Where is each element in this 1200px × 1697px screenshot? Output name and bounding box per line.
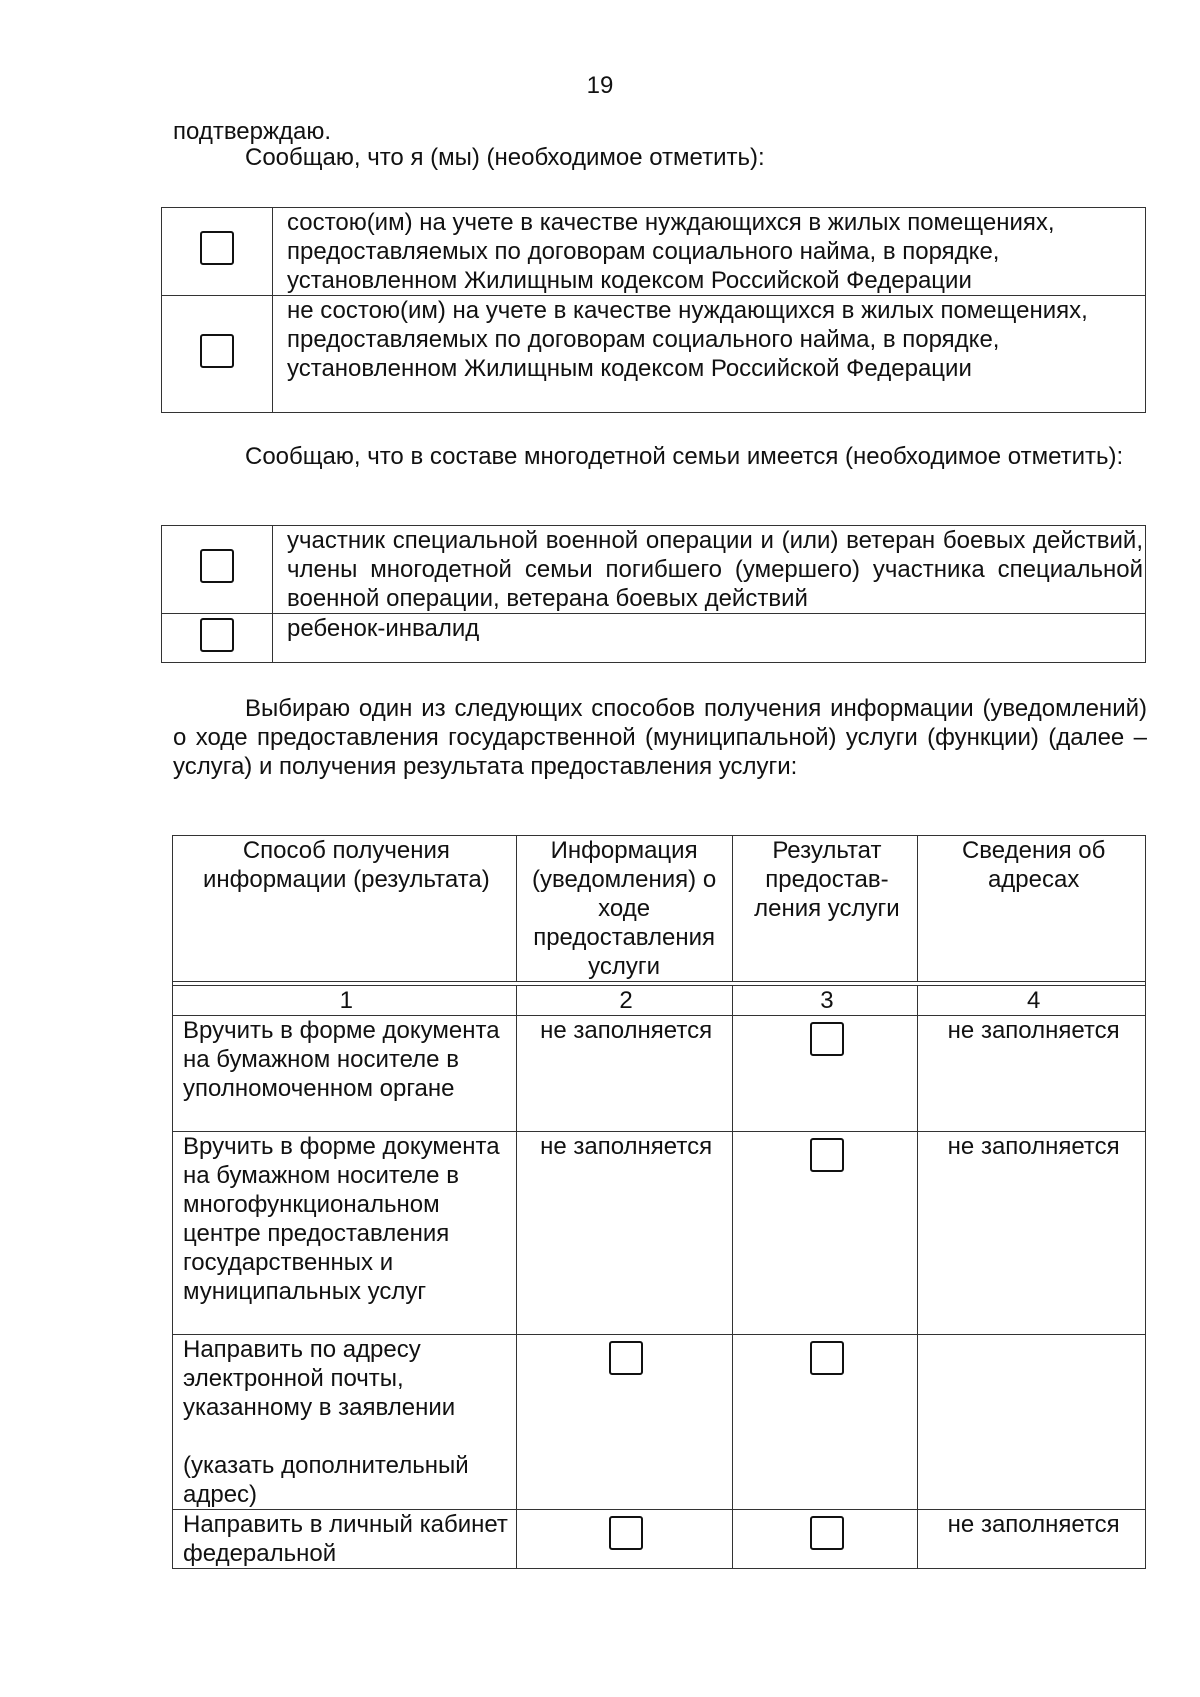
table-row [173, 1016, 1146, 1132]
result-checkbox-cell [732, 1510, 918, 1569]
column-number: 4 [918, 986, 1146, 1016]
registration-option-row [162, 208, 1146, 296]
method-cell: Направить в личный кабинет федеральной [173, 1510, 517, 1569]
family-option-row [162, 526, 1146, 614]
result-checkbox-cell [732, 1132, 918, 1335]
result-checkbox-4[interactable] [810, 1516, 844, 1550]
method-note: (указать дополнительный адрес) [183, 1452, 469, 1508]
info-checkbox-3[interactable] [609, 1341, 643, 1375]
family-option-text: ребенок-инвалид [273, 614, 1146, 663]
intro-line-2: Сообщаю, что я (мы) (необходимое отметить): [245, 144, 765, 171]
registration-checkbox-2[interactable] [200, 334, 234, 368]
address-cell: не заполняется [918, 1016, 1146, 1132]
registration-options-table [161, 207, 1146, 413]
registration-option-text: состою(им) на учете в качестве нуждающихся в жилых помещениях, предоставляемых по договорам социального найма, в порядке, установленном Жилищным кодексом Российской Федерации [273, 208, 1146, 296]
registration-checkbox-1[interactable] [200, 231, 234, 265]
page-number: 19 [586, 72, 614, 99]
family-checkbox-cell [162, 526, 273, 614]
service-table-header [173, 836, 1146, 982]
table-row [173, 1335, 1146, 1510]
family-option-text: участник специальной военной операции и (или) ветеран боевых действий, члены многодетной семьи погибшего (умершего) участника специальной военной операции, ветерана боевых действий [273, 526, 1146, 614]
service-methods-table [172, 835, 1146, 1569]
family-checkbox-cell [162, 614, 273, 663]
table-row [173, 1132, 1146, 1335]
header-addresses: Сведения об адресах [918, 836, 1146, 982]
column-number: 2 [516, 986, 732, 1016]
family-paragraph: Сообщаю, что в составе многодетной семьи имеется (необходимое отметить): [245, 443, 1124, 470]
result-checkbox-cell [732, 1335, 918, 1510]
info-cell: не заполняется [516, 1016, 732, 1132]
method-text: Направить по адресу электронной почты, указанному в заявлении [183, 1336, 456, 1421]
registration-checkbox-cell [162, 296, 273, 413]
registration-option-row [162, 296, 1146, 413]
result-checkbox-3[interactable] [810, 1341, 844, 1375]
method-cell: Вручить в форме документа на бумажном носителе в уполномоченном органе [173, 1016, 517, 1132]
registration-option-text: не состою(им) на учете в качестве нуждающихся в жилых помещениях, предоставляемых по договорам социального найма, в порядке, установленном Жилищным кодексом Российской Федерации [273, 296, 1146, 413]
result-checkbox-2[interactable] [810, 1138, 844, 1172]
column-numbers-row [173, 986, 1146, 1016]
info-checkbox-cell [516, 1335, 732, 1510]
result-checkbox-cell [732, 1016, 918, 1132]
header-info: Информация (уведомления) о ходе предоставления услуги [516, 836, 732, 982]
header-method: Способ получения информации (результата) [173, 836, 517, 982]
info-checkbox-4[interactable] [609, 1516, 643, 1550]
column-number: 1 [173, 986, 517, 1016]
info-cell: не заполняется [516, 1132, 732, 1335]
family-option-row [162, 614, 1146, 663]
method-paragraph: Выбираю один из следующих способов получения информации (уведомлений) о ходе предоставления государственной (муниципальной) услуги (функции) (далее – услуга) и получения результата предоставления услуги: [173, 695, 1147, 780]
family-options-table [161, 525, 1146, 663]
address-cell [918, 1335, 1146, 1510]
intro-line-1: подтверждаю. [173, 118, 332, 145]
family-checkbox-2[interactable] [200, 618, 234, 652]
info-checkbox-cell [516, 1510, 732, 1569]
address-cell: не заполняется [918, 1132, 1146, 1335]
address-cell: не заполняется [918, 1510, 1146, 1569]
method-cell [173, 1335, 517, 1510]
result-checkbox-1[interactable] [810, 1022, 844, 1056]
family-checkbox-1[interactable] [200, 549, 234, 583]
table-row [173, 1510, 1146, 1569]
column-number: 3 [732, 986, 918, 1016]
header-result: Результат предостав-ления услуги [732, 836, 918, 982]
method-cell: Вручить в форме документа на бумажном носителе в многофункциональном центре предоставления государственных и муниципальных услуг [173, 1132, 517, 1335]
registration-checkbox-cell [162, 208, 273, 296]
